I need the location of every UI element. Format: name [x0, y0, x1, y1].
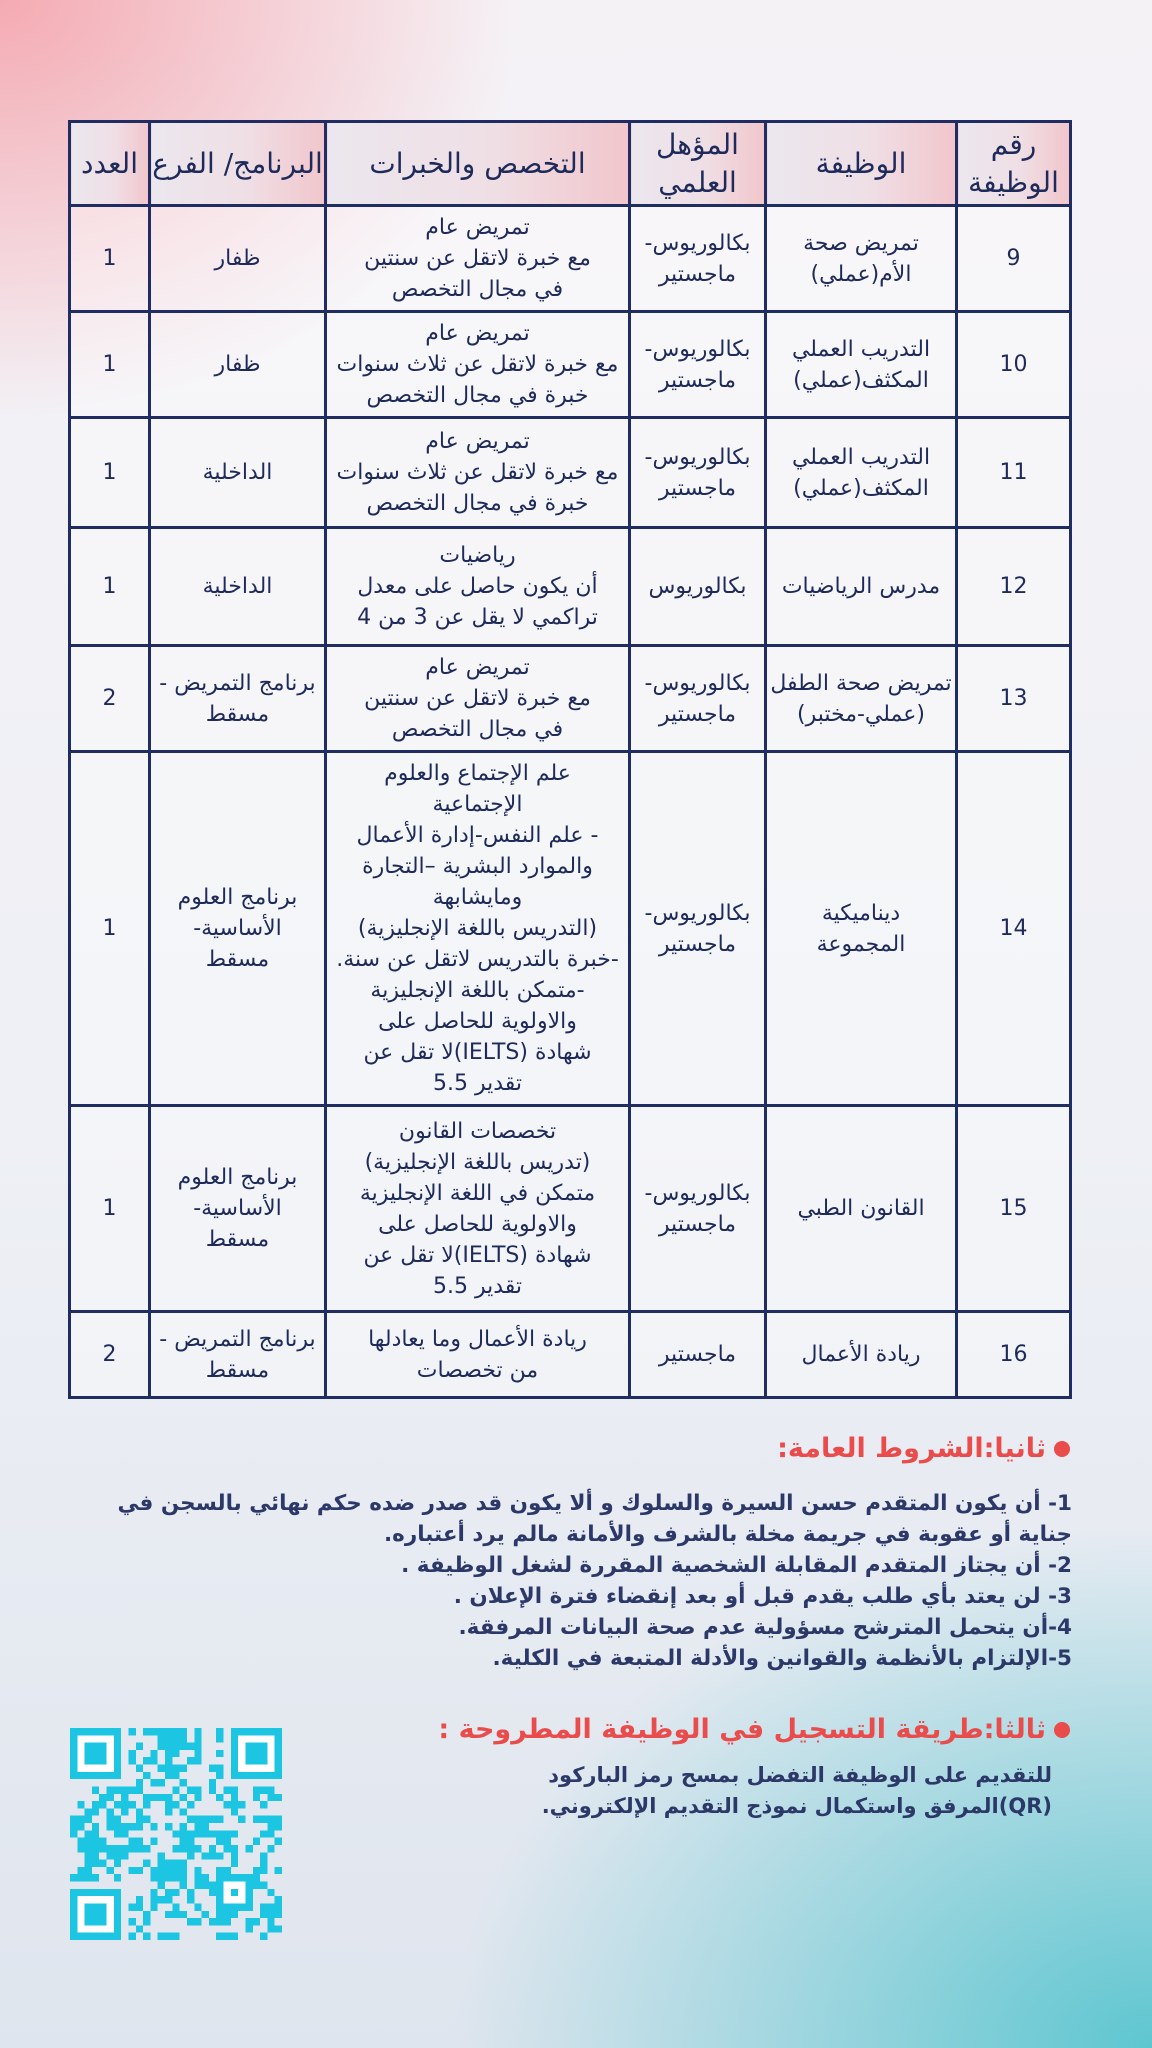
cell-specialization: تمريض عام مع خبرة لاتقل عن ثلاث سنوات خبرة في مجال التخصص — [326, 312, 630, 418]
table-row — [70, 1312, 1071, 1398]
condition-item: 2- أن يجتاز المتقدم المقابلة الشخصية المقررة لشغل الوظيفة . — [401, 1553, 1072, 1578]
header-qualification: المؤهل العلمي — [630, 122, 766, 206]
conditions-list — [72, 1488, 1072, 1674]
conditions-heading-text: ثانيا:الشروط العامة: — [777, 1433, 1046, 1464]
cell-count: 1 — [70, 418, 150, 528]
cell-job-title: التدريب العملي المكثف(عملي) — [766, 312, 957, 418]
conditions-heading — [777, 1433, 1070, 1464]
header-job-number: رقم الوظيفة — [957, 122, 1071, 206]
jobs-table — [68, 120, 1072, 1399]
condition-item: 4-أن يتحمل المترشح مسؤولية عدم صحة البيانات المرفقة. — [458, 1615, 1072, 1640]
cell-job-number: 15 — [957, 1106, 1071, 1312]
cell-count: 2 — [70, 1312, 150, 1398]
cell-program: الداخلية — [150, 528, 326, 646]
cell-qualification: بكالوريوس- ماجستير — [630, 312, 766, 418]
cell-program: ظفار — [150, 312, 326, 418]
cell-qualification: بكالوريوس- ماجستير — [630, 1106, 766, 1312]
cell-qualification: بكالوريوس- ماجستير — [630, 418, 766, 528]
table-row — [70, 528, 1071, 646]
cell-program: الداخلية — [150, 418, 326, 528]
cell-specialization: علم الإجتماع والعلوم الإجتماعية - علم النفس-إدارة الأعمال والموارد البشرية –التجارة ومايشابهة (التدريس باللغة الإنجليزية) -خبرة بالتدريس لاتقل عن سنة. -متمكن باللغة الإنجليزية والاولوية للحاصل على شهادة (IELTS)لا تقل عن تقدير 5.5 — [326, 752, 630, 1106]
cell-specialization: تخصصات القانون (تدريس باللغة الإنجليزية) متمكن في اللغة الإنجليزية والاولوية للحاصل على شهادة (IELTS)لا تقل عن تقدير 5.5 — [326, 1106, 630, 1312]
cell-job-title: ديناميكية المجموعة — [766, 752, 957, 1106]
cell-specialization: ريادة الأعمال وما يعادلها من تخصصات — [326, 1312, 630, 1398]
cell-qualification: ماجستير — [630, 1312, 766, 1398]
cell-count: 2 — [70, 646, 150, 752]
cell-program: برنامج التمريض - مسقط — [150, 646, 326, 752]
table-row — [70, 312, 1071, 418]
registration-text: للتقديم على الوظيفة التفضل بمسح رمز الباركود (QR)المرفق واستكمال نموذج التقديم الإلكتروني. — [541, 1763, 1052, 1818]
cell-program: برنامج العلوم الأساسية- مسقط — [150, 1106, 326, 1312]
table-body — [70, 206, 1071, 1398]
table-row — [70, 1106, 1071, 1312]
cell-qualification: بكالوريوس- ماجستير — [630, 646, 766, 752]
cell-count: 1 — [70, 752, 150, 1106]
cell-job-title: مدرس الرياضيات — [766, 528, 957, 646]
cell-count: 1 — [70, 528, 150, 646]
table-row — [70, 752, 1071, 1106]
cell-job-title: القانون الطبي — [766, 1106, 957, 1312]
cell-program: برنامج العلوم الأساسية- مسقط — [150, 752, 326, 1106]
cell-job-title: تمريض صحة الأم(عملي) — [766, 206, 957, 312]
cell-job-number: 12 — [957, 528, 1071, 646]
cell-count: 1 — [70, 312, 150, 418]
cell-specialization: تمريض عام مع خبرة لاتقل عن سنتين في مجال التخصص — [326, 646, 630, 752]
cell-job-number: 9 — [957, 206, 1071, 312]
header-count: العدد — [70, 122, 150, 206]
qr-code-icon[interactable] — [70, 1728, 282, 1940]
cell-program: برنامج التمريض - مسقط — [150, 1312, 326, 1398]
cell-program: ظفار — [150, 206, 326, 312]
bullet-icon — [1054, 1722, 1070, 1738]
cell-qualification: بكالوريوس- ماجستير — [630, 752, 766, 1106]
table-row — [70, 646, 1071, 752]
cell-job-title: ريادة الأعمال — [766, 1312, 957, 1398]
cell-job-number: 13 — [957, 646, 1071, 752]
registration-heading-text: ثالثا:طريقة التسجيل في الوظيفة المطروحة : — [438, 1714, 1046, 1745]
header-job-title: الوظيفة — [766, 122, 957, 206]
header-specialization: التخصص والخبرات — [326, 122, 630, 206]
cell-job-number: 10 — [957, 312, 1071, 418]
cell-specialization: تمريض عام مع خبرة لاتقل عن سنتين في مجال التخصص — [326, 206, 630, 312]
registration-heading — [438, 1714, 1070, 1745]
header-program: البرنامج/ الفرع — [150, 122, 326, 206]
table-row — [70, 206, 1071, 312]
cell-job-number: 11 — [957, 418, 1071, 528]
condition-item: 1- أن يكون المتقدم حسن السيرة والسلوك و ألا يكون قد صدر ضده حكم نهائي بالسجن في جناية أو عقوبة في جريمة مخلة بالشرف والأمانة مالم يرد أعتباره. — [117, 1491, 1072, 1547]
cell-job-title: تمريض صحة الطفل (عملي-مختبر) — [766, 646, 957, 752]
condition-item: 5-الإلتزام بالأنظمة والقوانين والأدلة المتبعة في الكلية. — [492, 1646, 1072, 1671]
bullet-icon — [1054, 1441, 1070, 1457]
cell-job-number: 16 — [957, 1312, 1071, 1398]
cell-specialization: تمريض عام مع خبرة لاتقل عن ثلاث سنوات خبرة في مجال التخصص — [326, 418, 630, 528]
cell-qualification: بكالوريوس- ماجستير — [630, 206, 766, 312]
cell-job-title: التدريب العملي المكثف(عملي) — [766, 418, 957, 528]
table-header-row — [70, 122, 1071, 206]
cell-count: 1 — [70, 206, 150, 312]
cell-specialization: رياضيات أن يكون حاصل على معدل تراكمي لا يقل عن 3 من 4 — [326, 528, 630, 646]
cell-count: 1 — [70, 1106, 150, 1312]
condition-item: 3- لن يعتد بأي طلب يقدم قبل أو بعد إنقضاء فترة الإعلان . — [453, 1584, 1072, 1609]
cell-job-number: 14 — [957, 752, 1071, 1106]
table-row — [70, 418, 1071, 528]
cell-qualification: بكالوريوس — [630, 528, 766, 646]
